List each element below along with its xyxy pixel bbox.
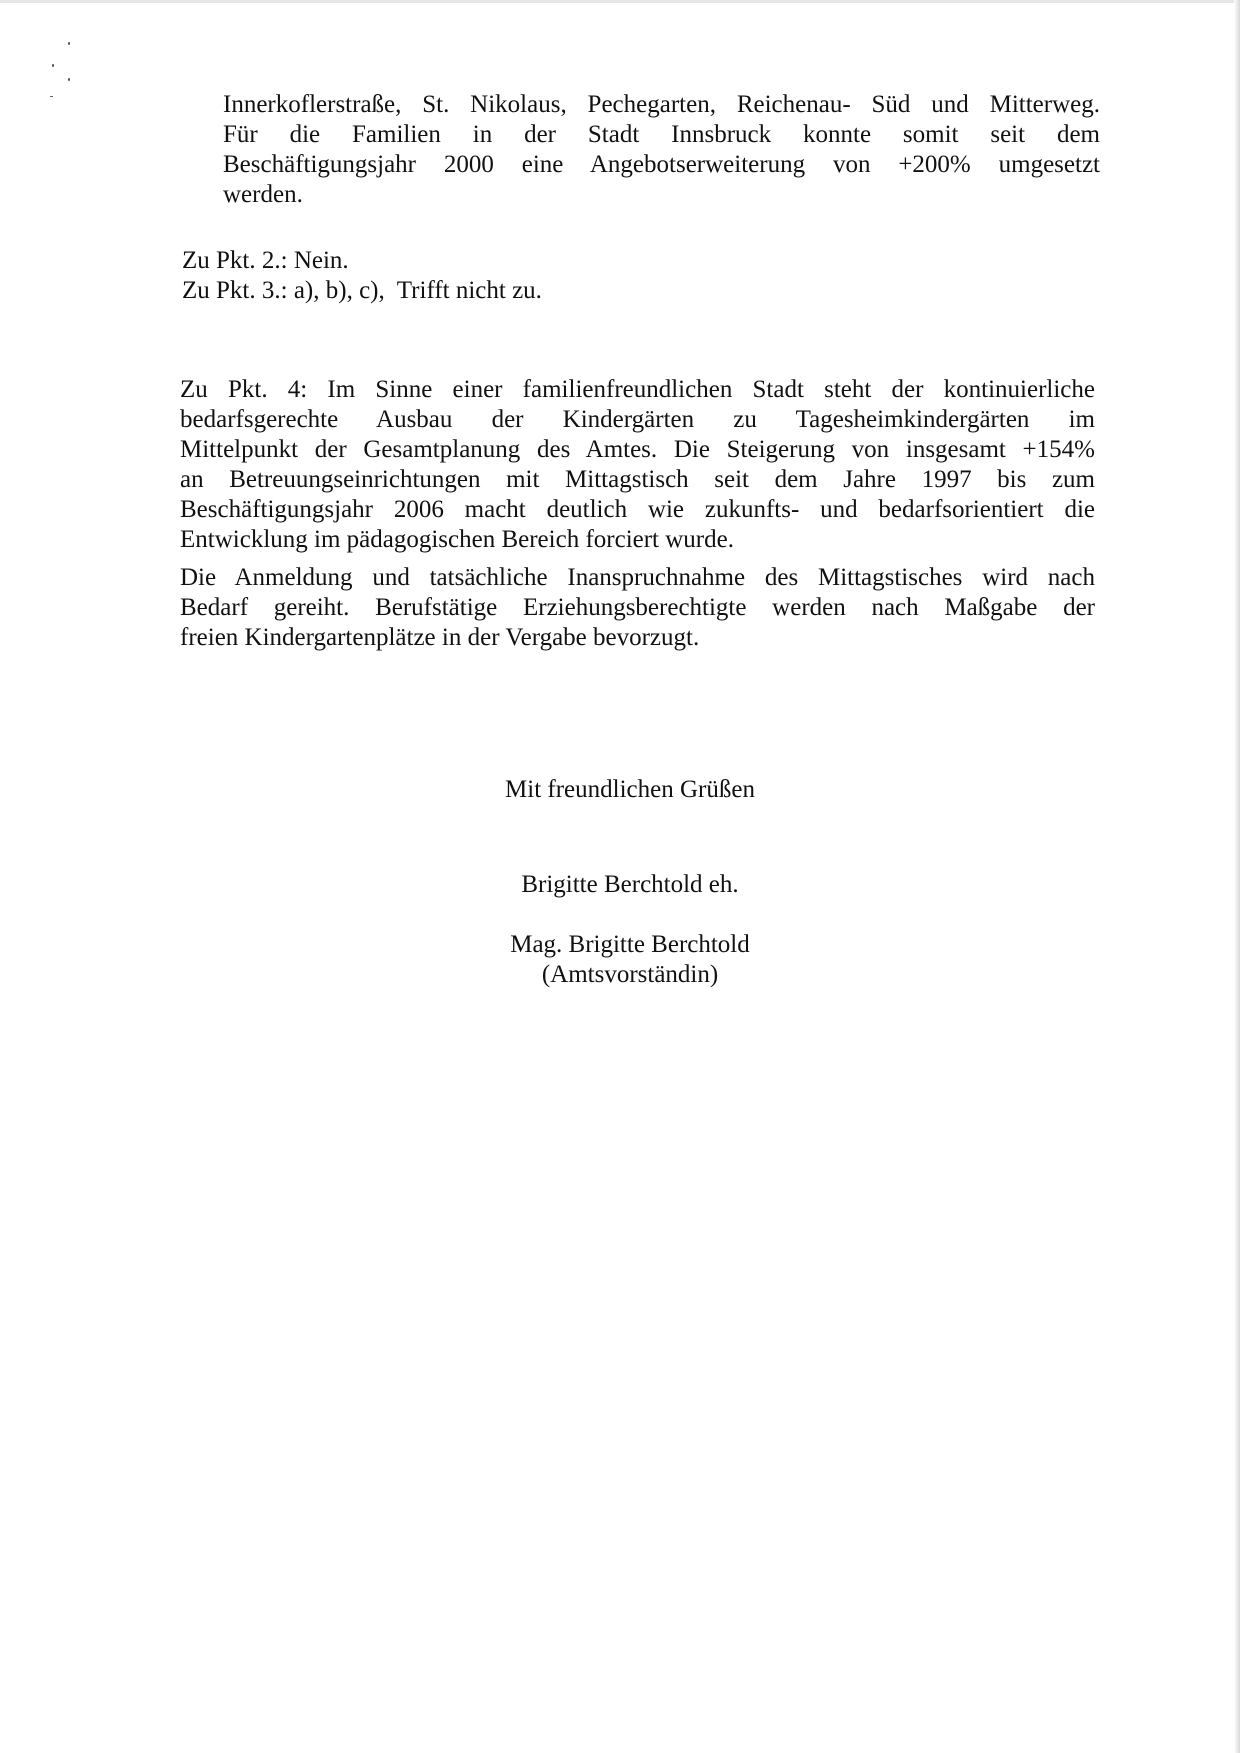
signatory-name: Mag. Brigitte Berchtold: [510, 931, 750, 958]
intro-line: werden.: [223, 181, 303, 208]
pkt4-line: an Betreuungseinrichtungen mit Mittagstisch seit dem Jahre 1997 bis zum: [180, 466, 1095, 493]
signature-line: Brigitte Berchtold eh.: [521, 871, 739, 898]
answer-pkt2: Zu Pkt. 2.: Nein.: [182, 247, 349, 274]
pkt4-paragraph: [180, 375, 1095, 555]
pkt4-line: bedarfsgerechte Ausbau der Kindergärten zu Tagesheimkindergärten im: [180, 406, 1095, 433]
intro-line: Innerkoflerstraße, St. Nikolaus, Pechegarten, Reichenau- Süd und Mitterweg.: [223, 91, 1100, 118]
signatory-role: (Amtsvorständin): [541, 961, 719, 988]
anmeldung-line: freien Kindergartenplätze in der Vergabe bevorzugt.: [180, 624, 700, 651]
scan-speck: [50, 96, 53, 97]
anmeldung-line: Die Anmeldung und tatsächliche Inanspruchnahme des Mittagstisches wird nach: [180, 564, 1095, 591]
scan-speck: [68, 78, 70, 81]
pkt4-line: Beschäftigungsjahr 2006 macht deutlich wie zukunfts- und bedarfsorientiert die: [180, 496, 1095, 523]
intro-paragraph: [223, 90, 1100, 210]
intro-line: Für die Familien in der Stadt Innsbruck konnte somit seit dem: [223, 121, 1100, 148]
pkt4-line: Mittelpunkt der Gesamtplanung des Amtes. Die Steigerung von insgesamt +154%: [180, 436, 1095, 463]
closing-greeting: Mit freundlichen Grüßen: [505, 776, 755, 803]
pkt4-line: Entwicklung im pädagogischen Bereich forciert wurde.: [180, 526, 734, 553]
pkt4-line: Zu Pkt. 4: Im Sinne einer familienfreundlichen Stadt steht der kontinuierliche: [180, 376, 1095, 403]
intro-line: Beschäftigungsjahr 2000 eine Angebotserweiterung von +200% umgesetzt: [223, 151, 1100, 178]
anmeldung-paragraph: [180, 563, 1095, 653]
scan-speck: [52, 64, 54, 67]
anmeldung-line: Bedarf gereiht. Berufstätige Erziehungsberechtigte werden nach Maßgabe der: [180, 594, 1095, 621]
answers-block: [182, 246, 982, 306]
answer-pkt3: Zu Pkt. 3.: a), b), c), Trifft nicht zu.: [182, 277, 542, 304]
scan-border-top: [0, 0, 1240, 3]
scan-speck: [68, 42, 70, 45]
